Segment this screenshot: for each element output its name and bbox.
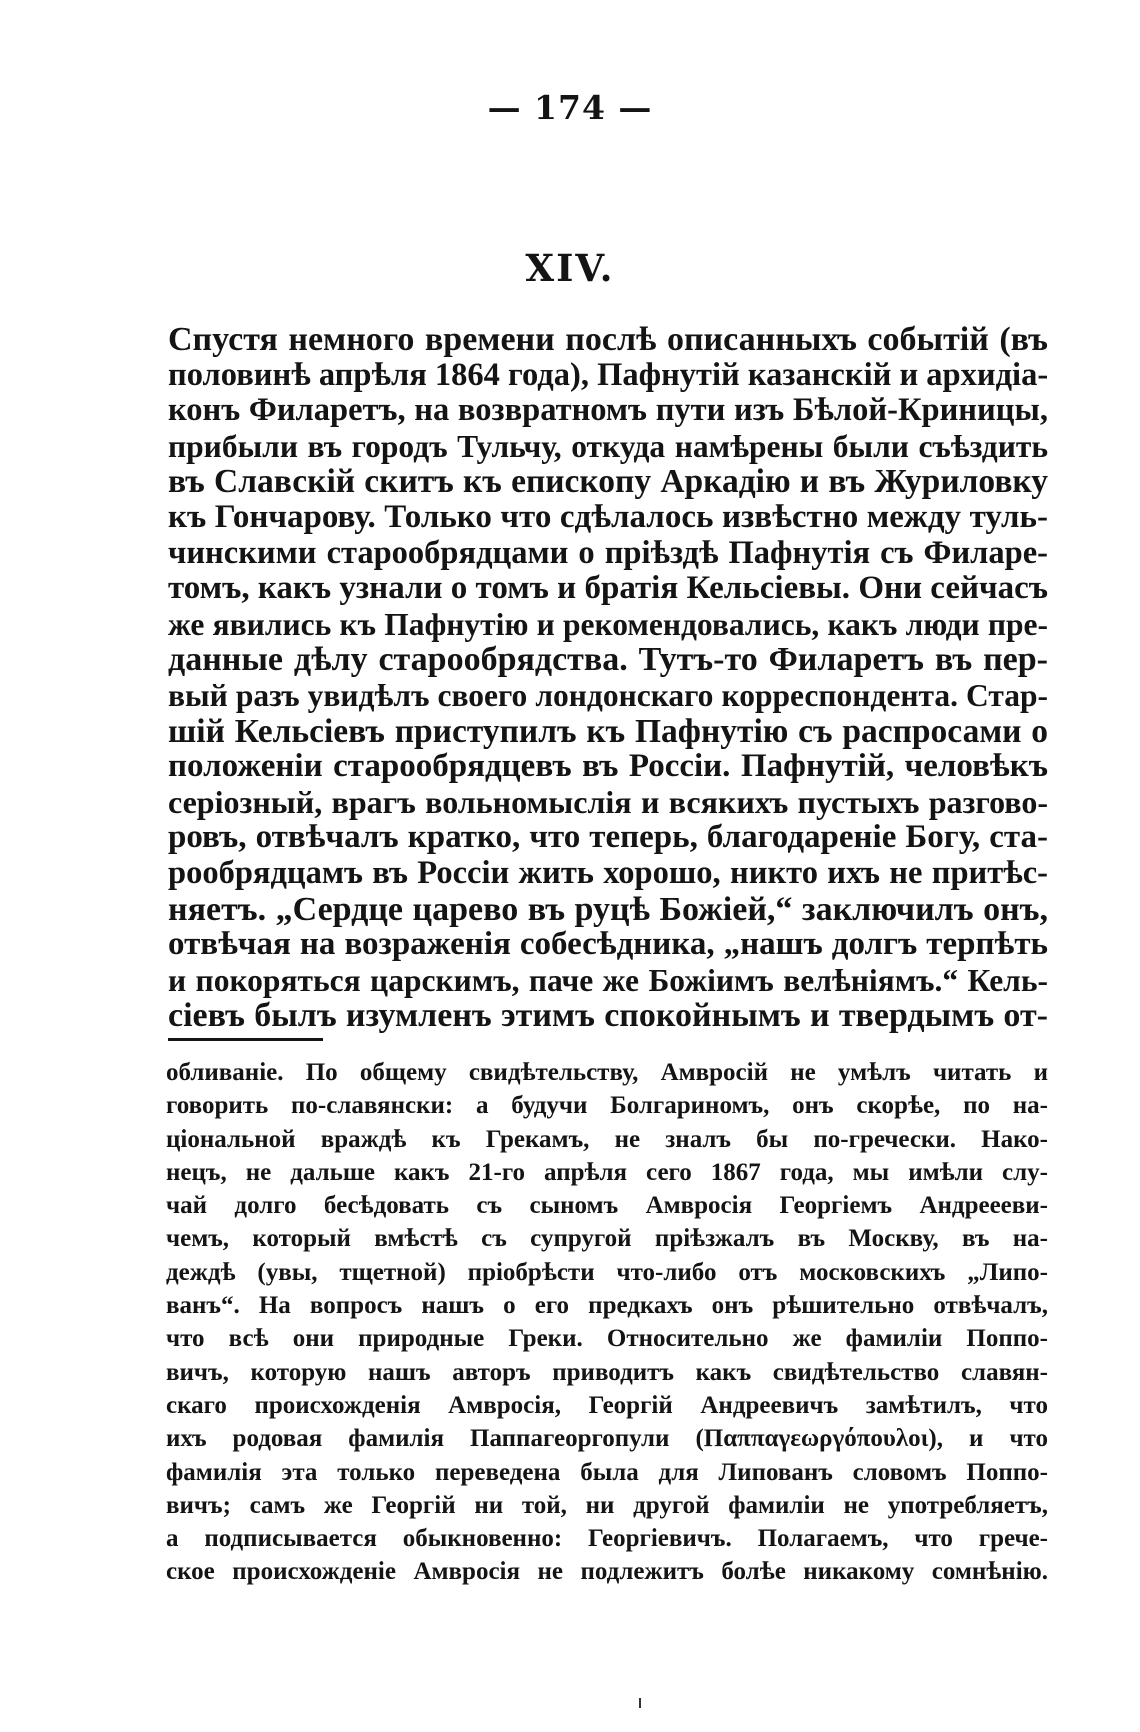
main-text [168, 322, 1048, 1034]
main-text-line: сіевъ былъ изумленъ этимъ спокойнымъ и твердымъ от- [168, 998, 1048, 1034]
main-text-line: серіозный, врагъ вольномыслія и всякихъ пустыхъ разгово- [168, 784, 1048, 820]
main-text-line: къ Гончарову. Только что сдѣлалось извѣстно между туль- [168, 499, 1048, 535]
main-text-line: же явились къ Пафнутію и рекомендовались, какъ люди пре- [168, 606, 1048, 642]
print-speck [639, 1698, 641, 1708]
main-text-line: прибыли въ городъ Тульчу, откуда намѣрены были съѣздить [168, 428, 1048, 464]
main-text-line: рообрядцамъ въ Россіи жить хорошо, никто ихъ не притѣс- [168, 855, 1048, 891]
main-text-line: чинскими старообрядцами о пріѣздѣ Пафнутія съ Филаре- [168, 535, 1048, 571]
main-text-line: вый разъ увидѣлъ своего лондонскаго корреспондента. Стар- [168, 677, 1048, 713]
footnote-divider [168, 1038, 323, 1041]
footnote [166, 1056, 1048, 1589]
footnote-line: чемъ, который вмѣстѣ съ супругой пріѣзжалъ въ Москву, въ на- [166, 1225, 1048, 1253]
footnote-line: говорить по-славянски: а будучи Болгариномъ, онъ скорѣе, по на- [166, 1092, 1048, 1120]
main-text-line: въ Славскій скитъ къ епископу Аркадію и въ Журиловку [168, 464, 1048, 500]
footnote-line: ціональной враждѣ къ Грекамъ, не зналъ бы по-гречески. Нако- [166, 1125, 1048, 1153]
footnote-line: деждѣ (увы, тщетной) пріобрѣсти что-либо отъ московскихъ „Липо- [166, 1258, 1048, 1286]
main-text-line: Спустя немного времени послѣ описанныхъ событій (въ [168, 322, 1048, 358]
footnote-line: ское происхожденіе Амвросія не подлежитъ болѣе никакому сомнѣнію. [166, 1558, 1048, 1586]
footnote-line: нецъ, не дальше какъ 21-го апрѣля сего 1867 года, мы имѣли слу- [166, 1158, 1048, 1186]
footnote-line: вичъ, которую нашъ авторъ приводитъ какъ свидѣтельство славян- [166, 1358, 1048, 1386]
main-text-line: данные дѣлу старообрядства. Тутъ-то Филаретъ въ пер- [168, 642, 1048, 678]
footnote-line: а подписывается обыкновенно: Георгіевичъ. Полагаемъ, что грече- [166, 1525, 1048, 1553]
main-text-line: половинѣ апрѣля 1864 года), Пафнутій казанскій и архидіа- [168, 357, 1048, 393]
main-text-line: ровъ, отвѣчалъ кратко, что теперь, благодареніе Богу, ста- [168, 820, 1048, 856]
main-text-line: и покоряться царскимъ, паче же Божіимъ велѣніямъ.“ Кель- [168, 962, 1048, 998]
main-text-line: няетъ. „Сердце царево въ руцѣ Божіей,“ заключилъ онъ, [168, 891, 1048, 928]
page-number: — 174 — [487, 88, 653, 127]
main-text-line: шій Кельсіевъ приступилъ къ Пафнутію съ распросами о [168, 713, 1048, 750]
main-text-line: положеніи старообрядцевъ въ Россіи. Пафнутій, человѣкъ [168, 749, 1048, 785]
footnote-line: что всѣ они природные Греки. Относительно же фамиліи Поппо- [166, 1325, 1048, 1353]
chapter-heading: XIV. [525, 246, 615, 290]
main-text-line: отвѣчая на возраженія собесѣдника, „нашъ долгъ терпѣть [168, 927, 1048, 963]
main-text-line: томъ, какъ узнали о томъ и братія Кельсіевы. Они сейчасъ [168, 571, 1048, 607]
footnote-line: вичъ; самъ же Георгій ни той, ни другой фамиліи не употребляетъ, [166, 1491, 1048, 1519]
footnote-line: ванъ“. На вопросъ нашъ о его предкахъ онъ рѣшительно отвѣчалъ, [166, 1292, 1048, 1320]
footnote-line: обливаніе. По общему свидѣтельству, Амвросій не умѣлъ читать и [166, 1059, 1048, 1086]
footnote-line: скаго происхожденія Амвросія, Георгій Андреевичъ замѣтилъ, что [166, 1391, 1048, 1419]
footnote-line: фамилія эта только переведена была для Липованъ словомъ Поппо- [166, 1458, 1048, 1486]
main-text-line: конъ Филаретъ, на возвратномъ пути изъ Бѣлой-Криницы, [168, 393, 1048, 429]
footnote-line: чай долго бесѣдовать съ сыномъ Амвросія Георгіемъ Андреееви- [166, 1192, 1048, 1220]
footnote-line: ихъ родовая фамилія Паппагеоргопули (Παππαγεωργόπουλοι), и что [166, 1425, 1048, 1453]
